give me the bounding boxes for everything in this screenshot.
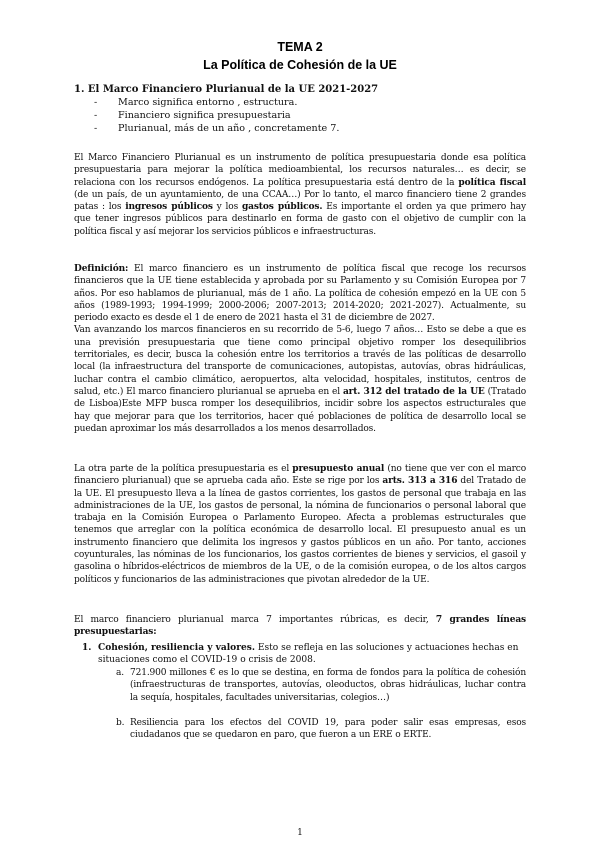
- page-title: La Política de Cohesión de la UE: [203, 58, 397, 72]
- document-page: TEMA 2 La Política de Cohesión de la UE 1. El Marco Financiero Plurianual de la UE 2021-2027 - Marco significa entorno , estructura. - Financiero significa presupuestaria - Plurianual, más de un año , concretamente 7. El Marco Financiero Plurianual es un instrumento de política presupuestaria donde esa política presupuestaria para mejorar la política medioambiental, los recursos naturales… es decir, se relaciona con los recursos endógenos. La política presupuestaria está dentro de la política fiscal (de un país, de un ayuntamiento, de una CCAA…) Por lo tanto, el marco financiero tiene 2 grandes patas : los ingresos públicos y los gastos públicos. Es importante el orden ya que primero hay que tener ingresos públicos para destinarlo en forma de gasto con el objetivo de cumplir con la política fiscal y así mejorar los servicios públicos e infraestructuras. Definición: El marco financiero es un instrumento de política fiscal que recoge los recursos financieros que la UE tiene establecida y aprobada por su Parlamento y su Comisión Europea por 7 años. Por eso hablamos de plurianual, más de 1 año. La política de cohesión empezó en la UE con 5 años (1989-1993; 1994-1999; 2000-2006; 2007-2013; 2014-2020; 2021-2027). Actualmente, su periodo exacto es desde el 1 de enero de 2021 hasta el 31 de diciembre de 2027. Van avanzando los marcos financieros en su recorrido de 5-6, luego 7 años… Esto se debe a que es una previsión presupuestaria que tiene como principal objetivo romper los desequilibrios territoriales, es decir, busca la cohesión entre los territorios a través de las políticas de desarrollo local (la infraestructura del transporte de comunicaciones, autopistas, autovías, obras hidráulicas, luchar contra el cambio climático, aeropuertos, alta velocidad, hospitales, institutos, centros de salud, etc.) El marco financiero plurianual se aprueba en el art. 312 del tratado de la UE (Tratado de Lisboa)Este MFP busca romper los desequilibrios, incidir sobre los aspectos estructurales que hay que mejorar para que los territorios, hacer qué poblaciones de política de desarrollo local se puedan aproximar los más desarrollados a los menos desarrollados. La otra parte de la política presupuestaria es el presupuesto anual (no tiene que ver con el marco financiero plurianual) que se aprueba cada año. Este se rige por los arts. 313 a 316 del Tratado de la UE. El presupuesto lleva a la línea de gastos corrientes, los gastos de personal que trabaja en las administraciones de la UE, los gastos de personal, la nómina de funcionarios o personal laboral que trabaja en la Comisión Europea o Parlamento Europeo. Afecta a problemas estructurales que tenemos que arreglar con la política económica de desarrollo local. El presupuesto anual es un instrumento financiero que delimita los ingresos y gastos públicos en un año. Por tanto, acciones coyunturales, las nóminas de los funcionarios, los gastos corrientes de bienes y servicios, el gasoil y gasolina o híbridos-eléctricos de miembros de la UE, o de la comisión europea, o de los altos cargos políticos y funcionarios de las administraciones que pivotan alrededor de la UE. El marco financiero plurianual marca 7 importantes rúbricas, es decir, 7 grandes líneas presupuestarias: 1. Cohesión, resiliencia y valores. Esto se refleja en las soluciones y actuaciones hechas en situaciones como el COVID-19 o crisis de 2008. a. 721.900 millones € es lo que se destina, en forma de fondos para la política de cohesión (infraestructuras de transportes, autovías, oleoductos, obras hidráulicas, luchar contra la sequía, hospitales, facultades universitarias, colegios…) b. Resiliencia para los efectos del COVID 19, para poder salir esas empresas, esos ciudadanos que se quedaron en paro, que fueron a un ERE o ERTE. 1: [0, 0, 600, 848]
- paragraph-rubricas: El marco financiero plurianual marca 7 importantes rúbricas, es decir, 7 grandes líneas presupuestarias:: [74, 615, 526, 638]
- section-heading: 1. El Marco Financiero Plurianual de la UE 2021-2027: [74, 84, 379, 95]
- paragraph-presupuesto-anual: La otra parte de la política presupuestaria es el presupuesto anual (no tiene que ver con el marco financiero plurianual) que se aprueba cada año. Este se rige por los arts. 313 a 316 del Tratado de la UE. El presupuesto lleva a la línea de gastos corrientes, los gastos de personal que trabaja en las administraciones de la UE, los gastos de personal, la nómina de funcionarios o personal laboral que trabaja en la Comisión Europea o Parlamento Europeo. Afecta a problemas estructurales que tenemos que arreglar con la política económica de desarrollo local. El presupuesto anual es un instrumento financiero que delimita los ingresos y gastos públicos en un año. Por tanto, acciones coyunturales, las nóminas de los funcionarios, los gastos corrientes de bienes y servicios, el gasoil y gasolina o híbridos-eléctricos de miembros de la UE, o de la comisión europea, o de los altos cargos políticos y funcionarios de las administraciones que pivotan alrededor de la UE.: [74, 464, 527, 585]
- list-subitem-a: a. 721.900 millones € es lo que se destina, en forma de fondos para la política de cohesión (infraestructuras de transportes, autovías, oleoductos, obras hidráulicas, luchar contra la sequía, hospitales, facultades universitarias, colegios…): [116, 668, 526, 703]
- paragraph-intro: El Marco Financiero Plurianual es un instrumento de política presupuestaria donde esa política presupuestaria para mejorar la política medioambiental, los recursos naturales… es decir, se relaciona con los recursos endógenos. La política presupuestaria está dentro de la política fiscal (de un país, de un ayuntamiento, de una CCAA…) Por lo tanto, el marco financiero tiene 2 grandes patas : los ingresos públicos y los gastos públicos. Es importante el orden ya que primero hay que tener ingresos públicos para destinarlo en forma de gasto con el objetivo de cumplir con la política fiscal y así mejorar los servicios públicos e infraestructuras.: [74, 153, 527, 237]
- paragraph-definicion: Definición: El marco financiero es un instrumento de política fiscal que recoge los recursos financieros que la UE tiene establecida y aprobada por su Parlamento y su Comisión Europea por 7 años. Por eso hablamos de plurianual, más de 1 año. La política de cohesión empezó en la UE con 5 años (1989-1993; 1994-1999; 2000-2006; 2007-2013; 2014-2020; 2021-2027). Actualmente, su periodo exacto es desde el 1 de enero de 2021 hasta el 31 de diciembre de 2027. Van avanzando los marcos financieros en su recorrido de 5-6, luego 7 años… Esto se debe a que es una previsión presupuestaria que tiene como principal objetivo romper los desequilibrios territoriales, es decir, busca la cohesión entre los territorios a través de las políticas de desarrollo local (la infraestructura del transporte de comunicaciones, autopistas, autovías, obras hidráulicas, luchar contra el cambio climático, aeropuertos, alta velocidad, hospitales, institutos, centros de salud, etc.) El marco financiero plurianual se aprueba en el art. 312 del tratado de la UE (Tratado de Lisboa)Este MFP busca romper los desequilibrios, incidir sobre los aspectos estructurales que hay que mejorar para que los territorios, hacer qué poblaciones de política de desarrollo local se puedan aproximar los más desarrollados a los menos desarrollados.: [74, 264, 527, 434]
- list-item-cohesion: 1. Cohesión, resiliencia y valores. Esto se refleja en las soluciones y actuaciones hechas en situaciones como el COVID-19 o crisis de 2008.: [82, 643, 519, 666]
- list-subitem-b: b. Resiliencia para los efectos del COVID 19, para poder salir esas empresas, esos ciudadanos que se quedaron en paro, que fueron a un ERE o ERTE.: [116, 718, 526, 741]
- tema-label: TEMA 2: [277, 40, 323, 54]
- page-number: 1: [297, 828, 303, 838]
